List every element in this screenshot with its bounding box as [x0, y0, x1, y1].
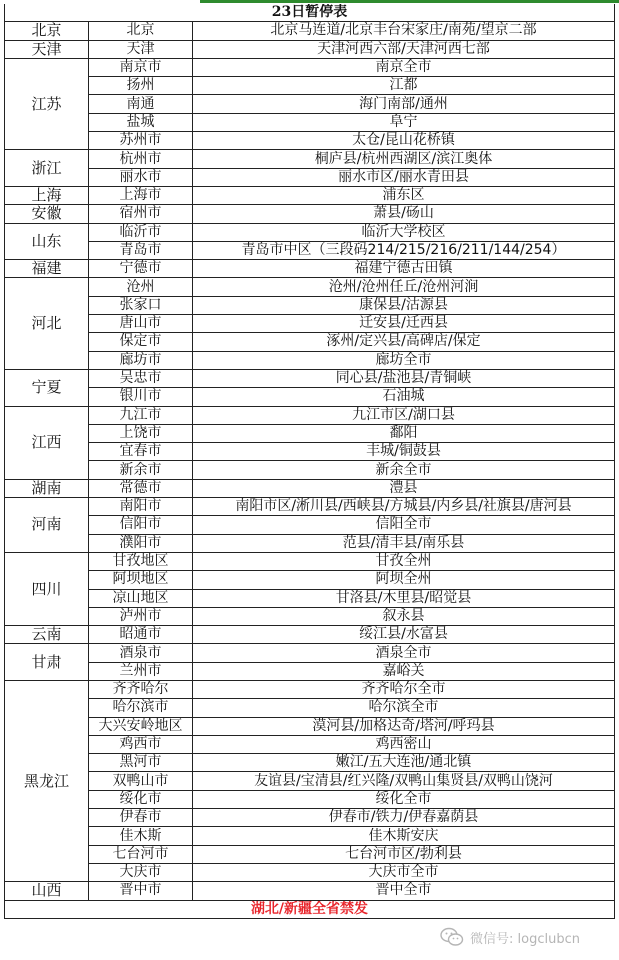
city-cell: 北京 [89, 22, 193, 40]
table-row [5, 58, 615, 76]
table-row [5, 735, 615, 753]
city-cell: 苏州市 [89, 132, 193, 150]
areas-cell: 晋中全市 [193, 882, 615, 900]
city-cell: 昭通市 [89, 626, 193, 644]
table-row [5, 644, 615, 662]
city-cell: 杭州市 [89, 150, 193, 168]
areas-cell: 嘉峪关 [193, 662, 615, 680]
areas-cell: 南阳市区/淅川县/西峡县/方城县/内乡县/社旗县/唐河县 [193, 498, 615, 516]
areas-cell: 海门南部/通州 [193, 95, 615, 113]
city-cell: 黑河市 [89, 754, 193, 772]
areas-cell: 太仓/昆山花桥镇 [193, 132, 615, 150]
wechat-icon [440, 927, 464, 947]
table-row [5, 534, 615, 552]
city-cell: 保定市 [89, 333, 193, 351]
areas-cell: 九江市区/湖口县 [193, 406, 615, 424]
table-row [5, 809, 615, 827]
table-row [5, 241, 615, 259]
city-cell: 晋中市 [89, 882, 193, 900]
areas-cell: 桐庐县/杭州西湖区/滨江奥体 [193, 150, 615, 168]
table-row [5, 552, 615, 570]
province-cell: 江苏 [5, 58, 89, 149]
table-row [5, 278, 615, 296]
suspension-table [4, 4, 615, 919]
areas-cell: 丰城/铜鼓县 [193, 443, 615, 461]
province-cell: 山西 [5, 882, 89, 900]
table-row [5, 626, 615, 644]
table-row [5, 132, 615, 150]
areas-cell: 福建宁德古田镇 [193, 260, 615, 278]
province-cell: 江西 [5, 406, 89, 479]
province-cell: 甘肃 [5, 644, 89, 681]
city-cell: 新余市 [89, 461, 193, 479]
province-cell: 云南 [5, 626, 89, 644]
table-row [5, 479, 615, 497]
table-row [5, 461, 615, 479]
areas-cell: 绥江县/水富县 [193, 626, 615, 644]
areas-cell: 佳木斯安庆 [193, 827, 615, 845]
city-cell: 凉山地区 [89, 589, 193, 607]
table-row [5, 113, 615, 131]
city-cell: 沧州 [89, 278, 193, 296]
areas-cell: 范县/清丰县/南乐县 [193, 534, 615, 552]
province-ban-banner: 湖北/新疆全省禁发 [5, 900, 615, 918]
table-row [5, 40, 615, 58]
city-cell: 宿州市 [89, 205, 193, 223]
city-cell: 大庆市 [89, 863, 193, 881]
table-row [5, 296, 615, 314]
city-cell: 绥化市 [89, 790, 193, 808]
areas-cell: 廊坊全市 [193, 351, 615, 369]
areas-cell: 嫩江/五大连池/通北镇 [193, 754, 615, 772]
province-cell: 黑龙江 [5, 680, 89, 881]
areas-cell: 哈尔滨全市 [193, 699, 615, 717]
areas-cell: 信阳全市 [193, 516, 615, 534]
city-cell: 大兴安岭地区 [89, 717, 193, 735]
watermark [440, 924, 618, 950]
table-row [5, 260, 615, 278]
areas-cell: 鄱阳 [193, 424, 615, 442]
city-cell: 临沂市 [89, 223, 193, 241]
city-cell: 银川市 [89, 388, 193, 406]
city-cell: 青岛市 [89, 241, 193, 259]
table-row [5, 516, 615, 534]
areas-cell: 迁安县/迁西县 [193, 315, 615, 333]
areas-cell: 友谊县/宝清县/红兴隆/双鸭山集贤县/双鸭山饶河 [193, 772, 615, 790]
city-cell: 甘孜地区 [89, 552, 193, 570]
areas-cell: 鸡西密山 [193, 735, 615, 753]
table-row [5, 205, 615, 223]
province-cell: 浙江 [5, 150, 89, 187]
city-cell: 丽水市 [89, 168, 193, 186]
areas-cell: 新余全市 [193, 461, 615, 479]
table-row [5, 406, 615, 424]
table-row [5, 498, 615, 516]
table-row [5, 95, 615, 113]
city-cell: 九江市 [89, 406, 193, 424]
areas-cell: 沧州/沧州任丘/沧州河涧 [193, 278, 615, 296]
footer-row [5, 900, 615, 918]
table-row [5, 424, 615, 442]
city-cell: 齐齐哈尔 [89, 680, 193, 698]
province-cell: 北京 [5, 22, 89, 40]
table-row [5, 22, 615, 40]
province-cell: 安徽 [5, 205, 89, 223]
city-cell: 双鸭山市 [89, 772, 193, 790]
areas-cell: 青岛市中区（三段码214/215/216/211/144/254） [193, 241, 615, 259]
city-cell: 酒泉市 [89, 644, 193, 662]
province-cell: 上海 [5, 186, 89, 204]
areas-cell: 康保县/沽源县 [193, 296, 615, 314]
table-row [5, 443, 615, 461]
areas-cell: 石油城 [193, 388, 615, 406]
top-green-line [200, 0, 619, 3]
table-row [5, 223, 615, 241]
areas-cell: 大庆市全市 [193, 863, 615, 881]
city-cell: 阿坝地区 [89, 571, 193, 589]
table-row [5, 662, 615, 680]
watermark-text: 微信号: logclubcn [470, 931, 580, 947]
province-cell: 湖南 [5, 479, 89, 497]
province-cell: 宁夏 [5, 369, 89, 406]
table-row [5, 589, 615, 607]
city-cell: 吴忠市 [89, 369, 193, 387]
city-cell: 伊春市 [89, 809, 193, 827]
city-cell: 濮阳市 [89, 534, 193, 552]
table-row [5, 772, 615, 790]
table-row [5, 754, 615, 772]
areas-cell: 天津河西六部/天津河西七部 [193, 40, 615, 58]
city-cell: 天津 [89, 40, 193, 58]
table-title: 23日暂停表 [5, 4, 615, 22]
table-row [5, 369, 615, 387]
city-cell: 上饶市 [89, 424, 193, 442]
table-row [5, 607, 615, 625]
province-cell: 山东 [5, 223, 89, 260]
table-row [5, 77, 615, 95]
areas-cell: 七台河市区/勃利县 [193, 845, 615, 863]
city-cell: 泸州市 [89, 607, 193, 625]
areas-cell: 南京全市 [193, 58, 615, 76]
table-row [5, 186, 615, 204]
title-row [5, 4, 615, 22]
areas-cell: 萧县/砀山 [193, 205, 615, 223]
areas-cell: 叙永县 [193, 607, 615, 625]
areas-cell: 澧县 [193, 479, 615, 497]
areas-cell: 绥化全市 [193, 790, 615, 808]
areas-cell: 齐齐哈尔全市 [193, 680, 615, 698]
province-cell: 天津 [5, 40, 89, 58]
table-row [5, 680, 615, 698]
table-row [5, 315, 615, 333]
city-cell: 唐山市 [89, 315, 193, 333]
city-cell: 廊坊市 [89, 351, 193, 369]
table-row [5, 150, 615, 168]
areas-cell: 江都 [193, 77, 615, 95]
areas-cell: 临沂大学校区 [193, 223, 615, 241]
table-row [5, 790, 615, 808]
city-cell: 南京市 [89, 58, 193, 76]
province-cell: 福建 [5, 260, 89, 278]
table-row [5, 882, 615, 900]
areas-cell: 浦东区 [193, 186, 615, 204]
city-cell: 信阳市 [89, 516, 193, 534]
table-row [5, 863, 615, 881]
areas-cell: 酒泉全市 [193, 644, 615, 662]
city-cell: 兰州市 [89, 662, 193, 680]
table-row [5, 333, 615, 351]
areas-cell: 甘孜全州 [193, 552, 615, 570]
province-cell: 四川 [5, 552, 89, 625]
table-row [5, 699, 615, 717]
table-row [5, 351, 615, 369]
table-row [5, 571, 615, 589]
city-cell: 南阳市 [89, 498, 193, 516]
province-cell: 河北 [5, 278, 89, 369]
areas-cell: 涿州/定兴县/高碑店/保定 [193, 333, 615, 351]
city-cell: 张家口 [89, 296, 193, 314]
city-cell: 七台河市 [89, 845, 193, 863]
areas-cell: 北京马连道/北京丰台宋家庄/南苑/望京二部 [193, 22, 615, 40]
city-cell: 常德市 [89, 479, 193, 497]
areas-cell: 阿坝全州 [193, 571, 615, 589]
city-cell: 盐城 [89, 113, 193, 131]
city-cell: 哈尔滨市 [89, 699, 193, 717]
areas-cell: 漠河县/加格达奇/塔河/呼玛县 [193, 717, 615, 735]
city-cell: 鸡西市 [89, 735, 193, 753]
city-cell: 佳木斯 [89, 827, 193, 845]
city-cell: 上海市 [89, 186, 193, 204]
table-row [5, 168, 615, 186]
table-row [5, 845, 615, 863]
areas-cell: 阜宁 [193, 113, 615, 131]
city-cell: 南通 [89, 95, 193, 113]
areas-cell: 伊春市/铁力/伊春嘉荫县 [193, 809, 615, 827]
areas-cell: 丽水市区/丽水青田县 [193, 168, 615, 186]
city-cell: 宜春市 [89, 443, 193, 461]
areas-cell: 甘洛县/木里县/昭觉县 [193, 589, 615, 607]
table-row [5, 827, 615, 845]
areas-cell: 同心县/盐池县/青铜峡 [193, 369, 615, 387]
table-row [5, 717, 615, 735]
table-row [5, 388, 615, 406]
city-cell: 扬州 [89, 77, 193, 95]
province-cell: 河南 [5, 498, 89, 553]
city-cell: 宁德市 [89, 260, 193, 278]
